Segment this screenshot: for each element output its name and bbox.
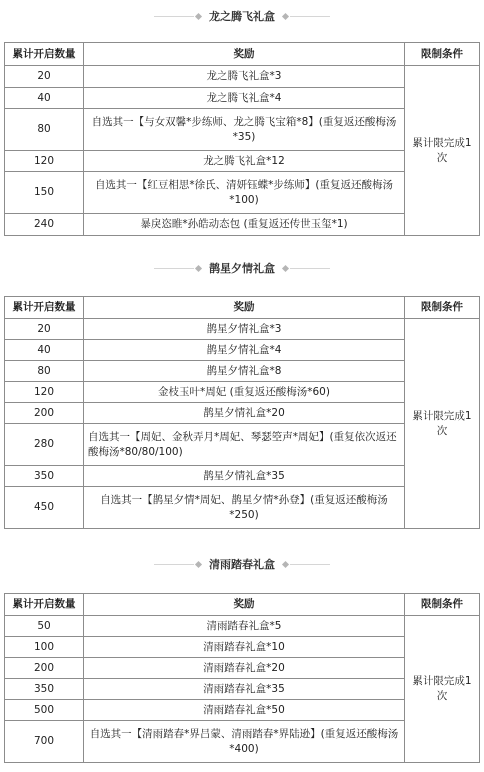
cell-reward: 自选其一【与女双馨*步练师、龙之腾飞宝箱*8】(重复返还酸梅汤*35) <box>84 109 405 151</box>
section-title <box>0 6 484 26</box>
cell-count: 100 <box>5 637 84 658</box>
header-reward: 奖励 <box>84 594 405 616</box>
cell-count: 280 <box>5 424 84 466</box>
title-left-decoration <box>154 562 203 567</box>
table-row <box>5 66 480 88</box>
header-reward: 奖励 <box>84 43 405 66</box>
cell-count: 240 <box>5 214 84 236</box>
reward-table <box>4 296 480 529</box>
header-limit: 限制条件 <box>405 43 480 66</box>
cell-reward: 龙之腾飞礼盒*12 <box>84 151 405 172</box>
cell-count: 20 <box>5 66 84 88</box>
cell-count: 80 <box>5 109 84 151</box>
table-header-row <box>5 43 480 66</box>
cell-count: 150 <box>5 172 84 214</box>
reward-table <box>4 42 480 236</box>
cell-count: 50 <box>5 616 84 637</box>
cell-reward: 龙之腾飞礼盒*3 <box>84 66 405 88</box>
section-title <box>0 258 484 278</box>
section-title <box>0 554 484 574</box>
cell-limit: 累计限完成1次 <box>405 66 480 236</box>
cell-reward: 金枝玉叶*周妃 (重复返还酸梅汤*60) <box>84 382 405 403</box>
cell-count: 350 <box>5 679 84 700</box>
cell-count: 20 <box>5 319 84 340</box>
section-title-text: 清雨踏春礼盒 <box>209 558 275 571</box>
table-row <box>5 616 480 637</box>
cell-reward: 自选其一【周妃、金秋弄月*周妃、琴瑟箜声*周妃】(重复依次返还酸梅汤*80/80/100) <box>84 424 405 466</box>
section-title-text: 龙之腾飞礼盒 <box>209 10 275 23</box>
cell-reward: 清雨踏春礼盒*5 <box>84 616 405 637</box>
title-left-decoration <box>154 14 203 19</box>
reward-table <box>4 593 480 763</box>
cell-reward: 鹊星夕情礼盒*8 <box>84 361 405 382</box>
header-limit: 限制条件 <box>405 594 480 616</box>
cell-count: 500 <box>5 700 84 721</box>
table-header-row <box>5 297 480 319</box>
cell-limit: 累计限完成1次 <box>405 616 480 763</box>
cell-reward: 龙之腾飞礼盒*4 <box>84 88 405 109</box>
cell-reward: 清雨踏春礼盒*10 <box>84 637 405 658</box>
cell-count: 450 <box>5 487 84 529</box>
cell-count: 350 <box>5 466 84 487</box>
cell-reward: 鹊星夕情礼盒*4 <box>84 340 405 361</box>
cell-count: 200 <box>5 403 84 424</box>
cell-count: 200 <box>5 658 84 679</box>
header-count: 累计开启数量 <box>5 43 84 66</box>
table-header-row <box>5 594 480 616</box>
cell-reward: 鹊星夕情礼盒*3 <box>84 319 405 340</box>
cell-reward: 清雨踏春礼盒*50 <box>84 700 405 721</box>
cell-reward: 鹊星夕情礼盒*20 <box>84 403 405 424</box>
cell-count: 40 <box>5 340 84 361</box>
section-title-text: 鹊星夕情礼盒 <box>209 262 275 275</box>
header-reward: 奖励 <box>84 297 405 319</box>
cell-reward: 清雨踏春礼盒*20 <box>84 658 405 679</box>
cell-count: 40 <box>5 88 84 109</box>
title-right-decoration <box>281 14 330 19</box>
cell-reward: 暴戾恣睢*孙皓动态包 (重复返还传世玉玺*1) <box>84 214 405 236</box>
cell-count: 120 <box>5 382 84 403</box>
table-row <box>5 319 480 340</box>
cell-reward: 自选其一【清雨踏春*界吕蒙、清雨踏春*界陆逊】(重复返还酸梅汤*400) <box>84 721 405 763</box>
title-left-decoration <box>154 266 203 271</box>
cell-limit: 累计限完成1次 <box>405 319 480 529</box>
cell-reward: 自选其一【红豆相思*徐氏、清妍钰蝶*步练师】(重复返还酸梅汤*100) <box>84 172 405 214</box>
header-limit: 限制条件 <box>405 297 480 319</box>
header-count: 累计开启数量 <box>5 594 84 616</box>
cell-count: 700 <box>5 721 84 763</box>
cell-count: 80 <box>5 361 84 382</box>
header-count: 累计开启数量 <box>5 297 84 319</box>
cell-reward: 自选其一【鹊星夕情*周妃、鹊星夕情*孙登】(重复返还酸梅汤*250) <box>84 487 405 529</box>
title-right-decoration <box>281 562 330 567</box>
cell-count: 120 <box>5 151 84 172</box>
cell-reward: 鹊星夕情礼盒*35 <box>84 466 405 487</box>
title-right-decoration <box>281 266 330 271</box>
cell-reward: 清雨踏春礼盒*35 <box>84 679 405 700</box>
